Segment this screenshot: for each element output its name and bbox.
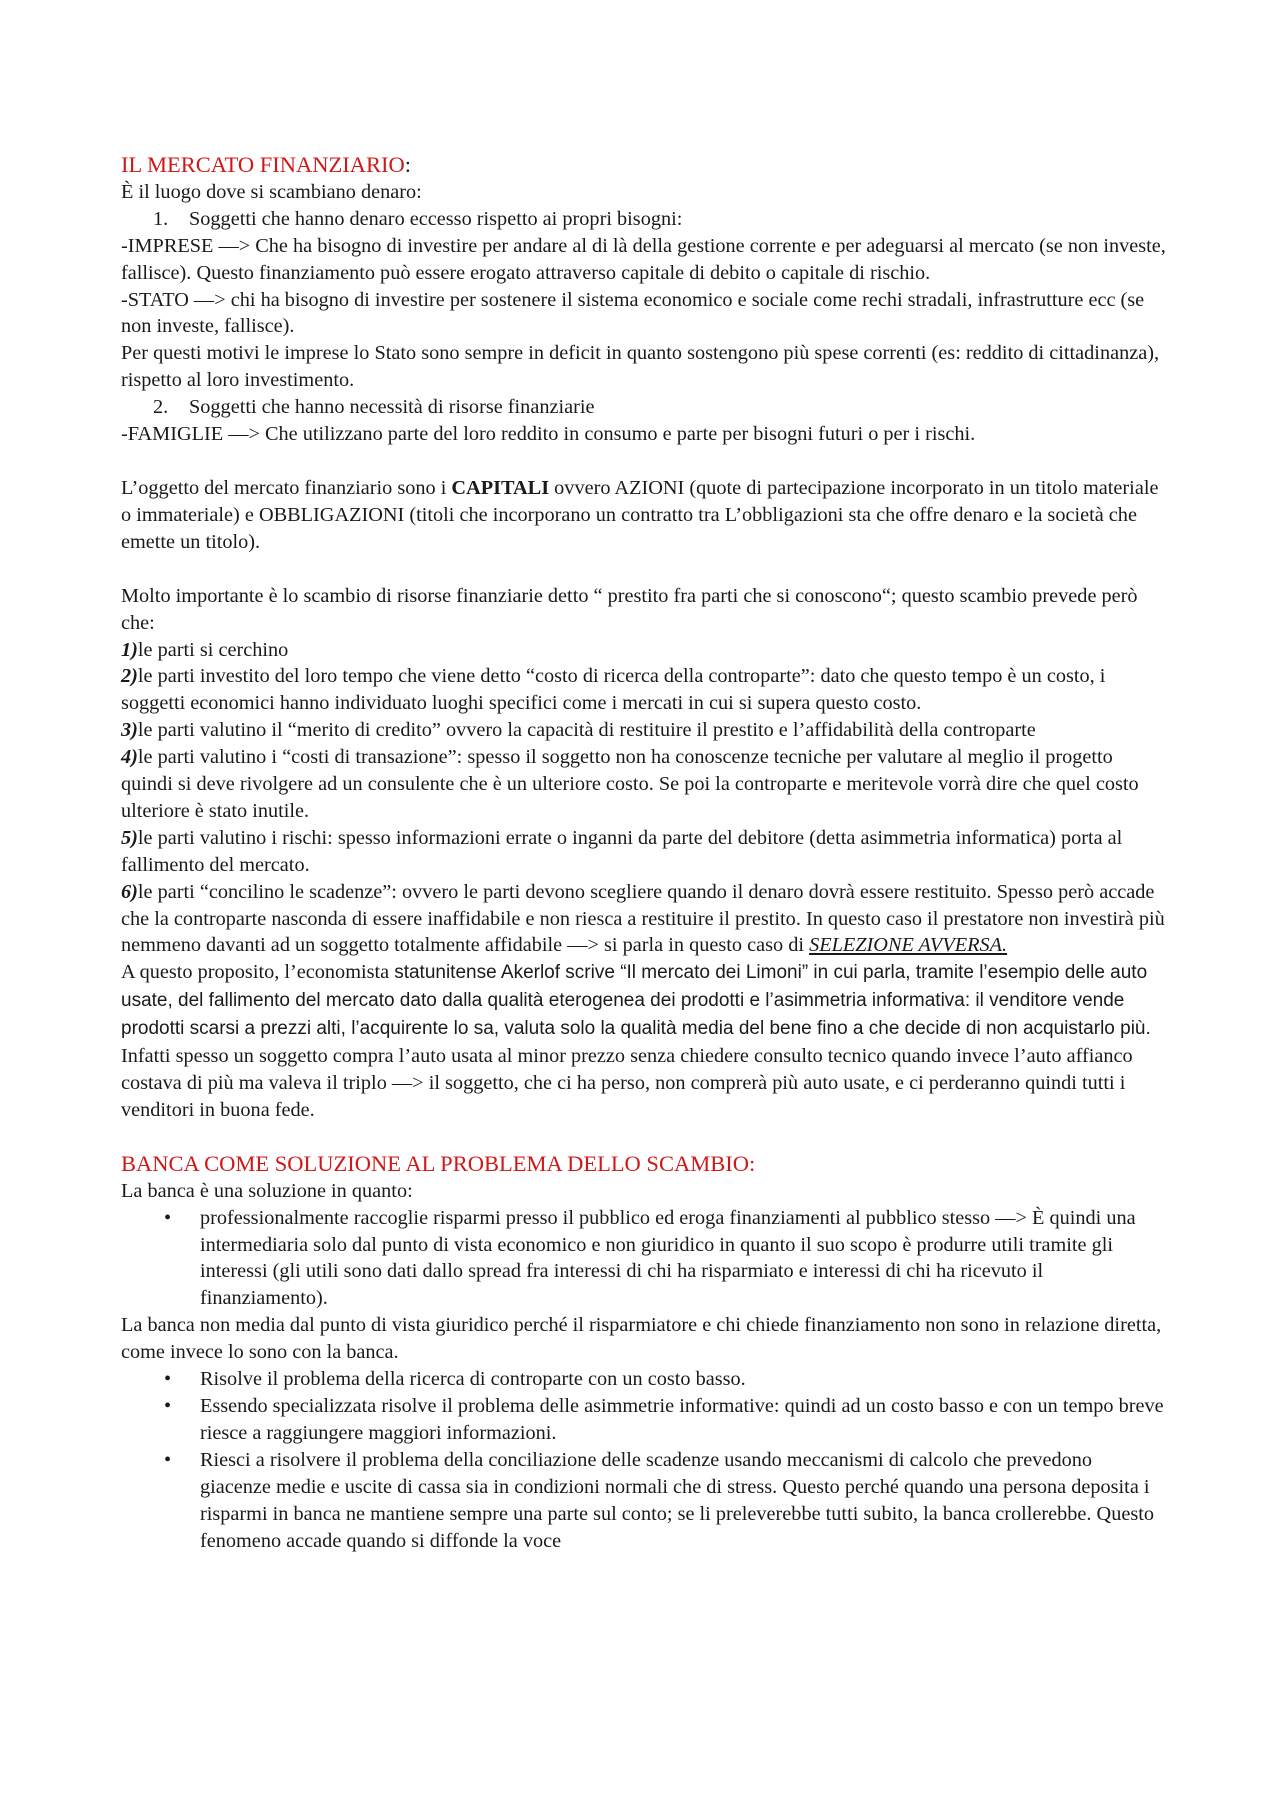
bullet-text: Essendo specializzata risolve il problema delle asimmetrie informative: quindi ad un costo basso e con un tempo breve riesce a raggiungere maggiori informazioni. [200, 1394, 1164, 1444]
text-run: A questo proposito, l’economista [121, 961, 395, 984]
spacer [121, 448, 1166, 475]
point-text: le parti “concilino le scadenze”: ovvero le parti devono scegliere quando il denaro dovrà essere restituito. Spesso però accade che la controparte nasconda di essere inaffidabile e non riesca a restituire il prestito. In questo caso il prestatore non investirà più nemmeno davanti ad un soggetto totalmente affidabile —> si parla in questo caso di [121, 880, 1165, 957]
bullet-item-1 [121, 1205, 1166, 1313]
paragraph-intro: È il luogo dove si scambiano denaro: [121, 180, 422, 203]
item-number: 1. [153, 207, 169, 230]
point-3 [121, 717, 1166, 744]
point-number: 1) [121, 638, 138, 661]
bullet-icon: • [164, 1368, 172, 1391]
point-number: 3) [121, 719, 138, 742]
point-number: 5) [121, 826, 138, 849]
bullet-icon: • [164, 1394, 172, 1417]
heading-text: IL MERCATO FINANZIARIO [121, 152, 405, 177]
paragraph-famiglie: -FAMIGLIE —> Che utilizzano parte del loro reddito in consumo e parte per bisogni futuri o per i rischi. [121, 423, 976, 446]
text-run: L’oggetto del mercato finanziario sono i [121, 476, 452, 499]
text-run: . [1002, 934, 1008, 957]
bullet-text: Riesci a risolvere il problema della conciliazione delle scadenze usando meccanismi di calcolo che prevedono giacenze medie e uscite di cassa sia in condizioni normali che di stress. Questo perché quando una persona deposita i risparmi in banca ne mantiene sempre una parte sul conto; se li preleverebbe tutti subito, la banca crollerebbe. Questo fenomeno accade quando si diffonde la voce [200, 1448, 1155, 1552]
bullet-text: professionalmente raccoglie risparmi presso il pubblico ed eroga finanziamenti al pubblico stesso —> È quindi una intermediaria solo dal punto di vista economico e non giuridico in quanto il suo scopo è produrre utili tramite gli interessi (gli utili sono dati dallo spread fra interessi di chi ha risparmiato e interessi di chi ha ricevuto il finanziamento). [200, 1206, 1136, 1310]
section-heading-banca: BANCA COME SOLUZIONE AL PROBLEMA DELLO SCAMBIO: [121, 1150, 756, 1176]
item-text: Soggetti che hanno denaro eccesso rispetto ai propri bisogni: [189, 207, 683, 230]
paragraph-non-media: La banca non media dal punto di vista giuridico perché il risparmiatore e chi chiede finanziamento non sono in relazione diretta, come invece lo sono con la banca. [121, 1314, 1162, 1364]
paragraph-deficit: Per questi motivi le imprese lo Stato sono sempre in deficit in quanto sostengono più spese correnti (es: reddito di cittadinanza), rispetto al loro investimento. [121, 342, 1160, 392]
paragraph-infatti: Infatti spesso un soggetto compra l’auto usata al minor prezzo senza chiedere consulto tecnico quando invece l’auto affianco costava di più ma valeva il triplo —> il soggetto, che ci ha perso, non comprerà più auto usate, e ci perderanno quindi tutti i venditori in buona fede. [121, 1045, 1133, 1121]
bullet-icon: • [164, 1448, 172, 1471]
spacer [121, 1124, 1166, 1151]
point-number: 4) [121, 746, 138, 769]
document-page [121, 152, 1166, 1554]
bold-term-capitali: CAPITALI [451, 476, 550, 499]
point-2 [121, 663, 1166, 717]
numbered-item-2 [121, 394, 1166, 421]
point-4 [121, 744, 1166, 825]
paragraph-akerlof [121, 959, 1166, 1043]
point-text: le parti si cerchino [137, 638, 289, 661]
bullet-item-3 [121, 1393, 1166, 1447]
point-number: 2) [121, 665, 138, 688]
spacer [121, 556, 1166, 583]
paragraph-scambio: Molto importante è lo scambio di risorse finanziarie detto “ prestito fra parti che si conoscono“; questo scambio prevede però che: [121, 584, 1138, 634]
item-number: 2. [153, 396, 169, 419]
paragraph-oggetto [121, 475, 1166, 556]
point-6 [121, 879, 1166, 960]
point-text: le parti valutino i “costi di transazione”: spesso il soggetto non ha conoscenze tecniche per valutare al meglio il progetto quindi si deve rivolgere ad un consulente che è un ulteriore costo. Se poi la controparte e meritevole vorrà dire che quel costo ulteriore è stato inutile. [121, 746, 1139, 822]
text-run: ovvero AZIONI (quote di partecipazione incorporato in un titolo materiale o immateriale) e OBBLIGAZIONI (titoli che incorporano un contratto tra L’obbligazioni sta che offre denaro e la società che emette un titolo). [121, 476, 1159, 553]
item-text: Soggetti che hanno necessità di risorse finanziarie [189, 396, 595, 419]
paragraph-banca-intro: La banca è una soluzione in quanto: [121, 1179, 413, 1202]
point-text: le parti investito del loro tempo che viene detto “costo di ricerca della controparte”: dato che questo tempo è un costo, i soggetti economici hanno individuato luoghi specifici come i mercati in cui si supera questo costo. [121, 665, 1106, 715]
heading-colon: : [404, 152, 412, 177]
bullet-item-2 [121, 1366, 1166, 1393]
point-5 [121, 825, 1166, 879]
paragraph-stato: -STATO —> chi ha bisogno di investire per sostenere il sistema economico e sociale come rechi stradali, infrastrutture ecc (se non investe, fallisce). [121, 288, 1145, 338]
numbered-item-1 [121, 206, 1166, 233]
section-heading-mercato [121, 152, 1166, 179]
bullet-text: Risolve il problema della ricerca di controparte con un costo basso. [200, 1368, 746, 1391]
point-number: 6) [121, 880, 138, 903]
selezione-avversa-term: SELEZIONE AVVERSA [809, 934, 1003, 957]
point-text: le parti valutino i rischi: spesso informazioni errate o inganni da parte del debitore (detta asimmetria informatica) porta al fallimento del mercato. [121, 826, 1123, 876]
point-text: le parti valutino il “merito di credito” ovvero la capacità di restituire il prestito e l’affidabilità della controparte [137, 719, 1036, 742]
paragraph-imprese: -IMPRESE —> Che ha bisogno di investire per andare al di là della gestione corrente e per adeguarsi al mercato (se non investe, fallisce). Questo finanziamento può essere erogato attraverso capitale di debito o capitale di rischio. [121, 234, 1166, 284]
bullet-icon: • [164, 1206, 172, 1229]
point-1 [121, 637, 1166, 664]
text-run-sans: statunitense Akerlof scrive “Il mercato dei Limoni” in cui parla, tramite l’esempio delle auto usate, del fallimento del mercato dato dalla qualità eterogenea dei prodotti e l’asimmetria informativa: il venditore vende prodotti scarsi a prezzi alti, l’acquirente lo sa, valuta solo la qualità media del bene fino a che decide di non acquistarlo più. [121, 962, 1151, 1040]
bullet-item-4 [121, 1447, 1166, 1555]
